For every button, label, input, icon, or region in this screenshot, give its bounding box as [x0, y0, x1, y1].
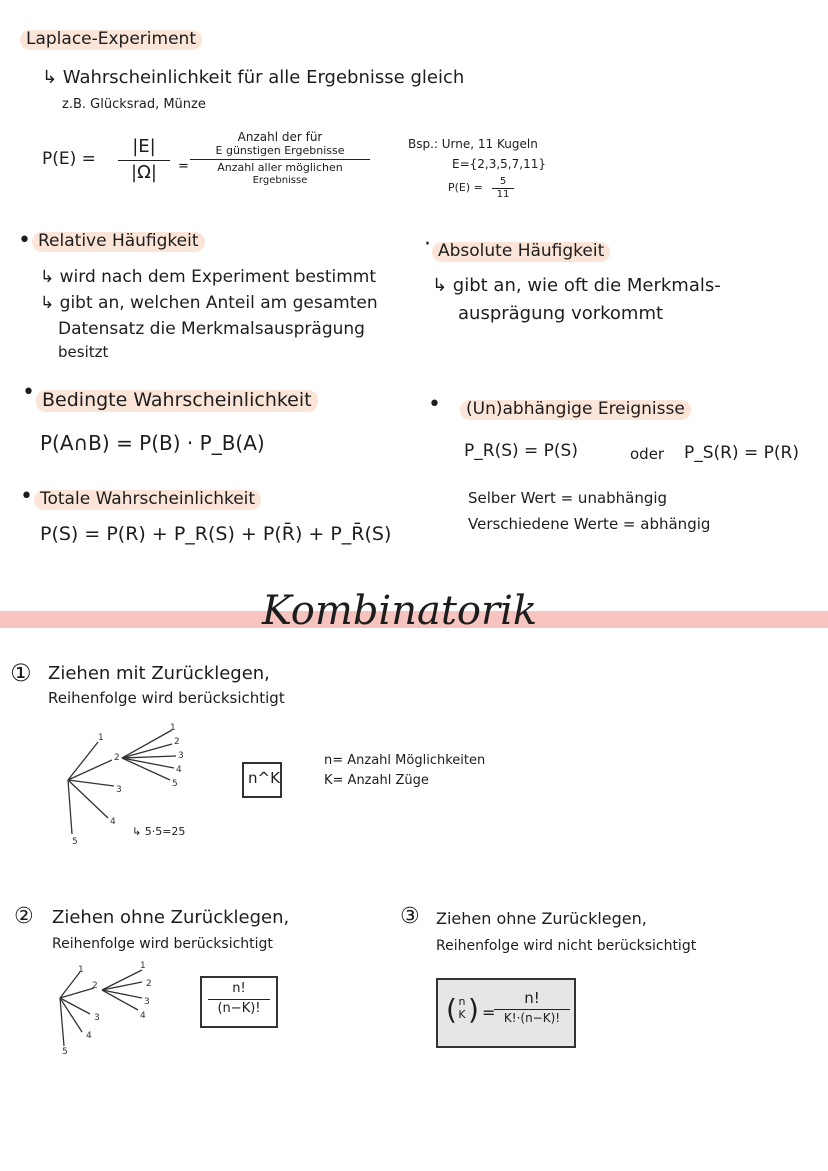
laplace-title: Laplace-Experiment: [20, 30, 202, 50]
case-1-note-1: n= Anzahl Möglichkeiten: [324, 753, 486, 768]
absolute-line-1: ↳ gibt an, wie oft die Merkmals-: [432, 275, 721, 296]
tree-label: 4: [176, 765, 182, 775]
abhaengig-line-1: Selber Wert = unabhängig: [468, 489, 668, 507]
abhaengig-formula-2: P_S(R) = P(R): [684, 443, 799, 463]
example-fraction: [492, 176, 514, 200]
case-3-formula-den: K!·(n−K)!: [503, 1011, 561, 1026]
tree-label: 3: [178, 751, 184, 761]
totale-title: Totale Wahrscheinlichkeit: [34, 490, 261, 510]
tree-label: 3: [94, 1013, 100, 1023]
relative-line-2: ↳ gibt an, welchen Anteil am gesamten: [40, 293, 378, 313]
tree-label: 2: [114, 753, 120, 763]
tree-label: 3: [116, 785, 122, 795]
relative-title: Relative Häufigkeit: [32, 232, 205, 252]
case-2-line-2: Reihenfolge wird berücksichtigt: [52, 936, 273, 952]
relative-line-4: besitzt: [58, 343, 109, 361]
case-1-line-1: Ziehen mit Zurücklegen,: [48, 663, 270, 684]
binom-left-paren: (: [446, 993, 457, 1026]
case-1-number: ①: [10, 659, 32, 687]
laplace-line-1: ↳ Wahrscheinlichkeit für alle Ergebnisse gleich: [42, 67, 465, 88]
fraction-line: [494, 1009, 570, 1010]
laplace-text-fraction: [190, 131, 370, 187]
tree-label: 4: [86, 1031, 92, 1041]
tree-label: 2: [174, 737, 180, 747]
case-2-number: ②: [14, 904, 34, 929]
case-3-formula-num: n!: [524, 989, 540, 1007]
fraction-line: [118, 160, 170, 161]
case-2-formula-num: n!: [232, 981, 246, 996]
tree-label: 2: [92, 981, 98, 991]
tree-label: 5: [62, 1047, 68, 1057]
laplace-frac-den: |Ω|: [131, 161, 157, 183]
bullet: •: [20, 484, 33, 509]
relative-line-1: ↳ wird nach dem Experiment bestimmt: [40, 267, 376, 287]
bullet: •: [428, 392, 441, 417]
case-3-formula: [494, 990, 570, 1026]
totale-formula: P(S) = P(R) + P_R(S) + P(R̄) + P_R̄(S): [40, 523, 392, 545]
laplace-frac-num: |E|: [132, 136, 156, 157]
case-1-note-2: K= Anzahl Züge: [324, 773, 429, 788]
tree-label: 1: [98, 733, 104, 743]
case-2-formula-box: [200, 976, 278, 1028]
fraction-line: [190, 159, 370, 160]
example-p-label: P(E) =: [448, 181, 483, 194]
laplace-p-label: P(E) =: [42, 149, 96, 169]
tree-label: 3: [144, 997, 150, 1007]
absolute-line-2: ausprägung vorkommt: [458, 303, 664, 324]
case-1-formula-box: [242, 762, 282, 798]
bullet: •: [18, 228, 31, 253]
case-3-number: ③: [400, 904, 420, 929]
binom-bottom: K: [458, 1007, 466, 1021]
bedingte-title: Bedingte Wahrscheinlichkeit: [36, 390, 318, 412]
example-line-1: Bsp.: Urne, 11 Kugeln: [408, 137, 538, 151]
laplace-text-den-1: Anzahl aller möglichen: [217, 161, 343, 175]
case-3-line-1: Ziehen ohne Zurücklegen,: [436, 909, 647, 928]
tree-label: 4: [140, 1011, 146, 1021]
case-2-line-1: Ziehen ohne Zurücklegen,: [52, 907, 290, 928]
abhaengig-formula-1: P_R(S) = P(S): [464, 441, 578, 461]
case-2-tree-diagram: [42, 961, 162, 1057]
tree-label: 5: [72, 837, 78, 847]
laplace-text-num-2: E günstigen Ergebnisse: [215, 143, 345, 157]
case-2-formula-den: (n−K)!: [217, 1000, 261, 1016]
case-2-formula: [208, 982, 270, 1017]
tree-label: 2: [146, 979, 152, 989]
absolute-title: Absolute Häufigkeit: [432, 242, 610, 262]
case-3-formula-box: [436, 978, 576, 1048]
tree-label: 5: [172, 779, 178, 789]
case-3-equals: =: [482, 1003, 496, 1022]
tree-label: 1: [170, 723, 176, 733]
abhaengig-line-2: Verschiedene Werte = abhängig: [468, 515, 711, 533]
laplace-fraction: [118, 137, 170, 183]
example-den: 11: [496, 188, 510, 200]
laplace-equals: =: [178, 159, 189, 174]
kombinatorik-title: Kombinatorik: [262, 588, 538, 634]
case-1-line-2: Reihenfolge wird berücksichtigt: [48, 689, 285, 707]
case-1-calc: ↳ 5·5=25: [132, 825, 186, 838]
binom-right-paren: ): [468, 993, 479, 1026]
case-3-line-2: Reihenfolge wird nicht berücksichtigt: [436, 938, 697, 954]
relative-line-3: Datensatz die Merkmalsausprägung: [58, 319, 365, 339]
binom-top: n: [458, 995, 466, 1008]
bullet: •: [22, 380, 35, 405]
laplace-text-num-1: Anzahl der für: [237, 130, 323, 144]
abhaengig-oder: oder: [630, 445, 665, 463]
laplace-text-den-2: Ergebnisse: [252, 175, 308, 187]
case-1-formula: n^K: [248, 769, 280, 787]
example-num: 5: [499, 176, 507, 187]
tree-label: 1: [78, 965, 84, 975]
bullet: ·: [424, 232, 431, 257]
tree-label: 4: [110, 817, 116, 827]
fraction-line: [208, 999, 270, 1000]
tree-label: 1: [140, 961, 146, 971]
example-line-2: E={2,3,5,7,11}: [452, 157, 546, 171]
abhaengig-title: (Un)abhängige Ereignisse: [460, 400, 691, 420]
bedingte-formula: P(A∩B) = P(B) · P_B(A): [40, 431, 265, 455]
laplace-line-2: z.B. Glücksrad, Münze: [62, 97, 206, 112]
